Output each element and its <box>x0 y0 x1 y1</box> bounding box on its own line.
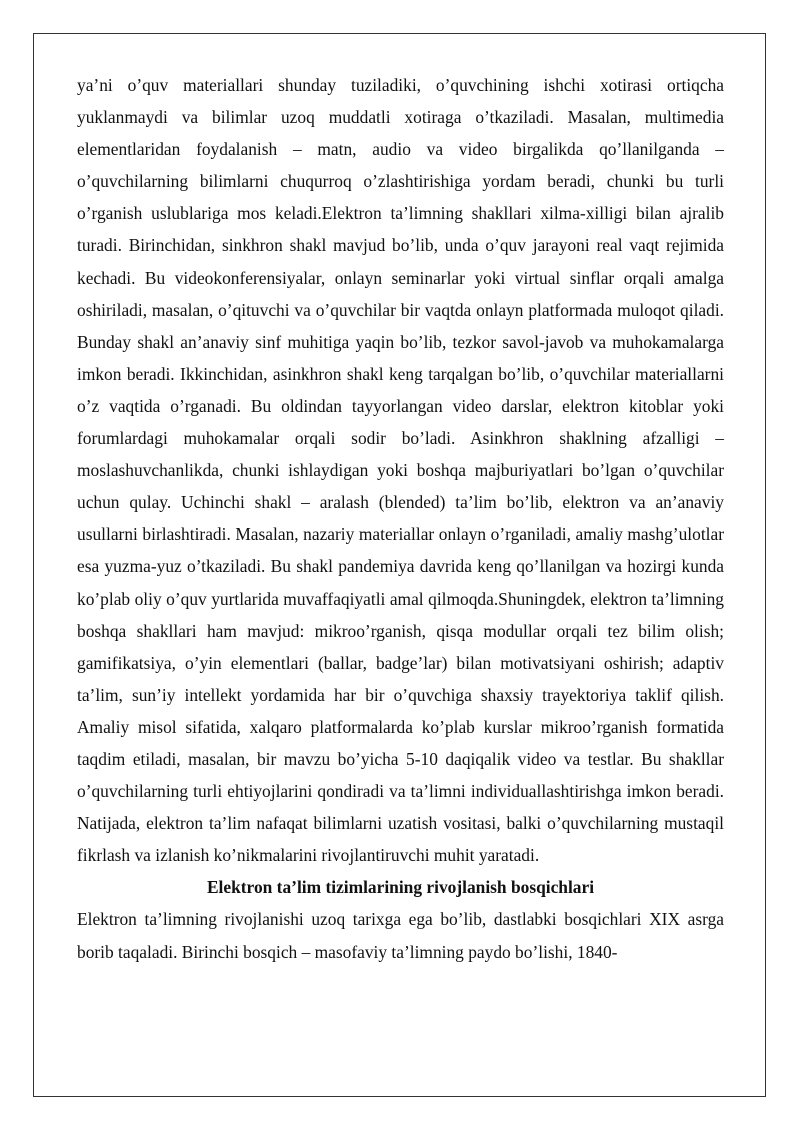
document-body <box>77 69 724 968</box>
body-paragraph: Elektron ta’limning rivojlanishi uzoq tarixga ega bo’lib, dastlabki bosqichlari XIX asrga borib taqaladi. Birinchi bosqich – masofaviy ta’limning paydo bo’lishi, 1840- <box>77 909 724 962</box>
body-paragraph: ya’ni o’quv materiallari shunday tuziladiki, o’quvchining ishchi xotirasi ortiqcha yuklanmaydi va bilimlar uzoq muddatli xotiraga o’tkaziladi. Masalan, multimedia elementlaridan foydalanish – matn, audio va video birgalikda qo’llanilganda – o’quvchilarning bilimlarni chuqurroq o’zlashtirishiga yordam beradi, chunki bu turli o’rganish uslublariga mos keladi.Elektron ta’limning shakllari xilma-xilligi bilan ajralib turadi. Birinchidan, sinkhron shakl mavjud bo’lib, unda o’quv jarayoni real vaqt rejimida kechadi. Bu videokonferensiyalar, onlayn seminarlar yoki virtual sinflar orqali amalga oshiriladi, masalan, o’qituvchi va o’quvchilar bir vaqtda onlayn platformada muloqot qiladi. Bunday shakl an’anaviy sinf muhitiga yaqin bo’lib, tezkor savol-javob va muhokamalarga imkon beradi. Ikkinchidan, asinkhron shakl keng tarqalgan bo’lib, o’quvchilar materiallarni o’z vaqtida o’rganadi. Bu oldindan tayyorlangan video darslar, elektron kitoblar yoki forumlardagi muhokamalar orqali sodir bo’ladi. Asinkhron shaklning afzalligi – moslashuvchanlikda, chunki ishlaydigan yoki boshqa majburiyatlari bo’lgan o’quvchilar uchun qulay. Uchinchi shakl – aralash (blended) ta’lim bo’lib, elektron va an’anaviy usullarni birlashtiradi. Masalan, nazariy materiallar onlayn o’rganiladi, amaliy mashg’ulotlar esa yuzma-yuz o’tkaziladi. Bu shakl pandemiya davrida keng qo’llanilgan va hozirgi kunda ko’plab oliy o’quv yurtlarida muvaffaqiyatli amal qilmoqda.Shuningdek, elektron ta’limning boshqa shakllari ham mavjud: mikroo’rganish, qisqa modullar orqali tez bilim olish; gamifikatsiya, o’yin elementlari (ballar, badge’lar) bilan motivatsiyani oshirish; adaptiv ta’lim, sun’iy intellekt yordamida har bir o’quvchiga shaxsiy trayektoriya taklif qilish. Amaliy misol sifatida, xalqaro platformalarda ko’plab kurslar mikroo’rganish formatida taqdim etiladi, masalan, bir mavzu bo’yicha 5-10 daqiqalik video va testlar. Bu shakllar o’quvchilarning turli ehtiyojlarini qondiradi va ta’limni individuallashtirishga imkon beradi. Natijada, elektron ta’lim nafaqat bilimlarni uzatish vositasi, balki o’quvchilarning mustaqil fikrlash va izlanish ko’nikmalarini rivojlantiruvchi muhit yaratadi. <box>77 75 724 866</box>
section-heading: Elektron ta’lim tizimlarining rivojlanish bosqichlari <box>206 877 595 898</box>
